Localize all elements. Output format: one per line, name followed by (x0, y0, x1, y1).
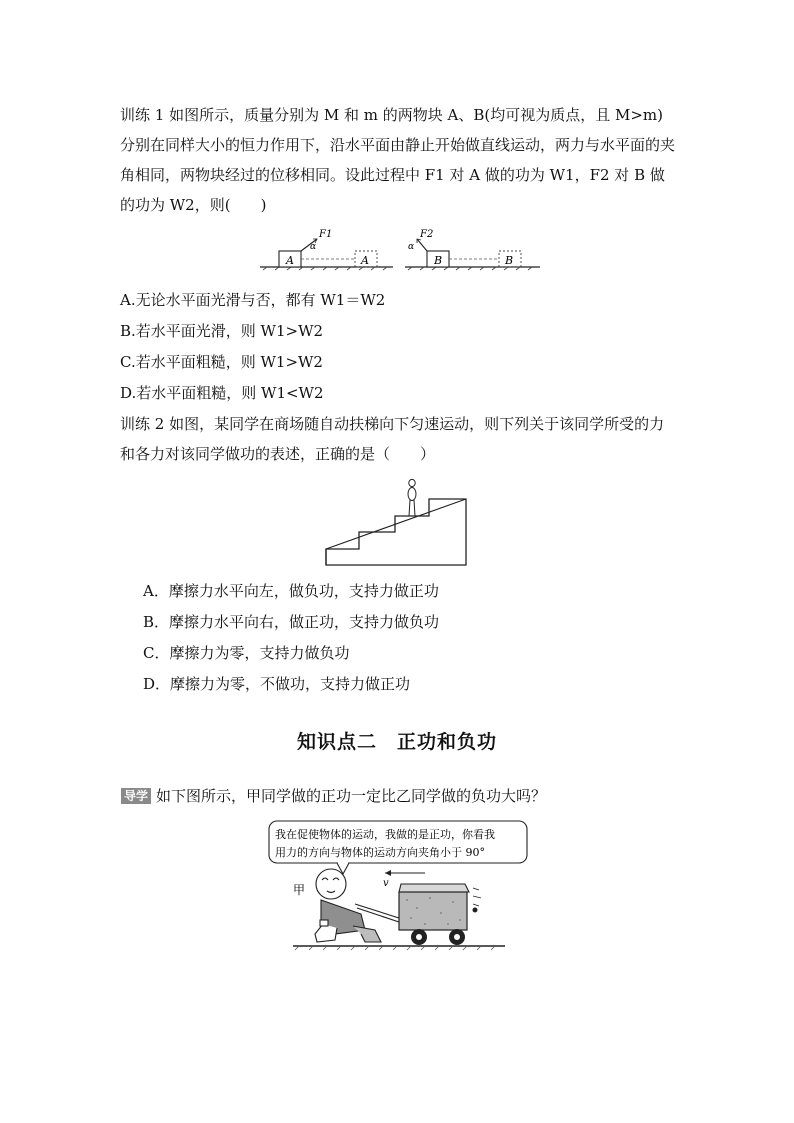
person-label: 甲 (293, 883, 306, 897)
q2-text: 训练 2 如图，某同学在商场随自动扶梯向下匀速运动，则下列关于该同学所受的力和各力对该同学做功的表述，正确的是（ ） (120, 415, 665, 463)
svg-text:B: B (505, 254, 514, 267)
svg-text:F1: F1 (319, 229, 333, 240)
guide-text: 如下图所示，甲同学做的正功一定比乙同学做的负功大吗？ (156, 787, 547, 805)
q2-option-c: C．摩擦力为零，支持力做负功 (143, 644, 350, 662)
svg-text:F2: F2 (420, 229, 434, 240)
cart-figure (265, 818, 537, 958)
q1-option-a: A.无论水平面光滑与否，都有 W1＝W2 (120, 291, 386, 309)
q1-option-d: D.若水平面粗糙，则 W1<W2 (120, 384, 324, 402)
person-pushing-icon (315, 869, 381, 942)
svg-text:α: α (310, 242, 317, 252)
svg-text:B: B (434, 254, 443, 267)
bubble-line-2: 用力的方向与物体的运动方向夹角小于 90° (275, 846, 485, 859)
q2-option-a: A．摩擦力水平向左，做负功，支持力做正功 (143, 582, 439, 600)
guide-tag: 导学 (121, 788, 151, 804)
bubble-line-1: 我在促使物体的运动，我做的是正功，你看我 (275, 828, 495, 841)
q1-option-c: C.若水平面粗糙，则 W1>W2 (120, 353, 323, 371)
svg-text:A: A (361, 254, 369, 267)
q2-option-b: B．摩擦力水平向右，做正功，支持力做负功 (143, 613, 440, 631)
svg-text:A: A (286, 254, 294, 267)
escalator-figure (323, 475, 471, 570)
section-title: 知识点二 正功和负功 (296, 731, 497, 753)
q1-figure (255, 225, 545, 273)
q1-text: 训练 1 如图所示，质量分别为 M 和 m 的两物块 A、B(均可视为质点，且 M>m)分别在同样大小的恒力作用下，沿水平面由静止开始做直线运动，两力与水平面的夹角相同，两物块经过的位移相同。设此过程中 F1 对 A 做的功为 W1，F2 对 B 做的功为 W2，则( ) (120, 106, 676, 214)
svg-text:α: α (408, 242, 415, 252)
svg-text:v: v (383, 878, 389, 889)
q2-option-d: D．摩擦力为零，不做功，支持力做正功 (143, 675, 411, 693)
q1-option-b: B.若水平面光滑，则 W1>W2 (120, 322, 324, 340)
person-icon (408, 479, 416, 516)
